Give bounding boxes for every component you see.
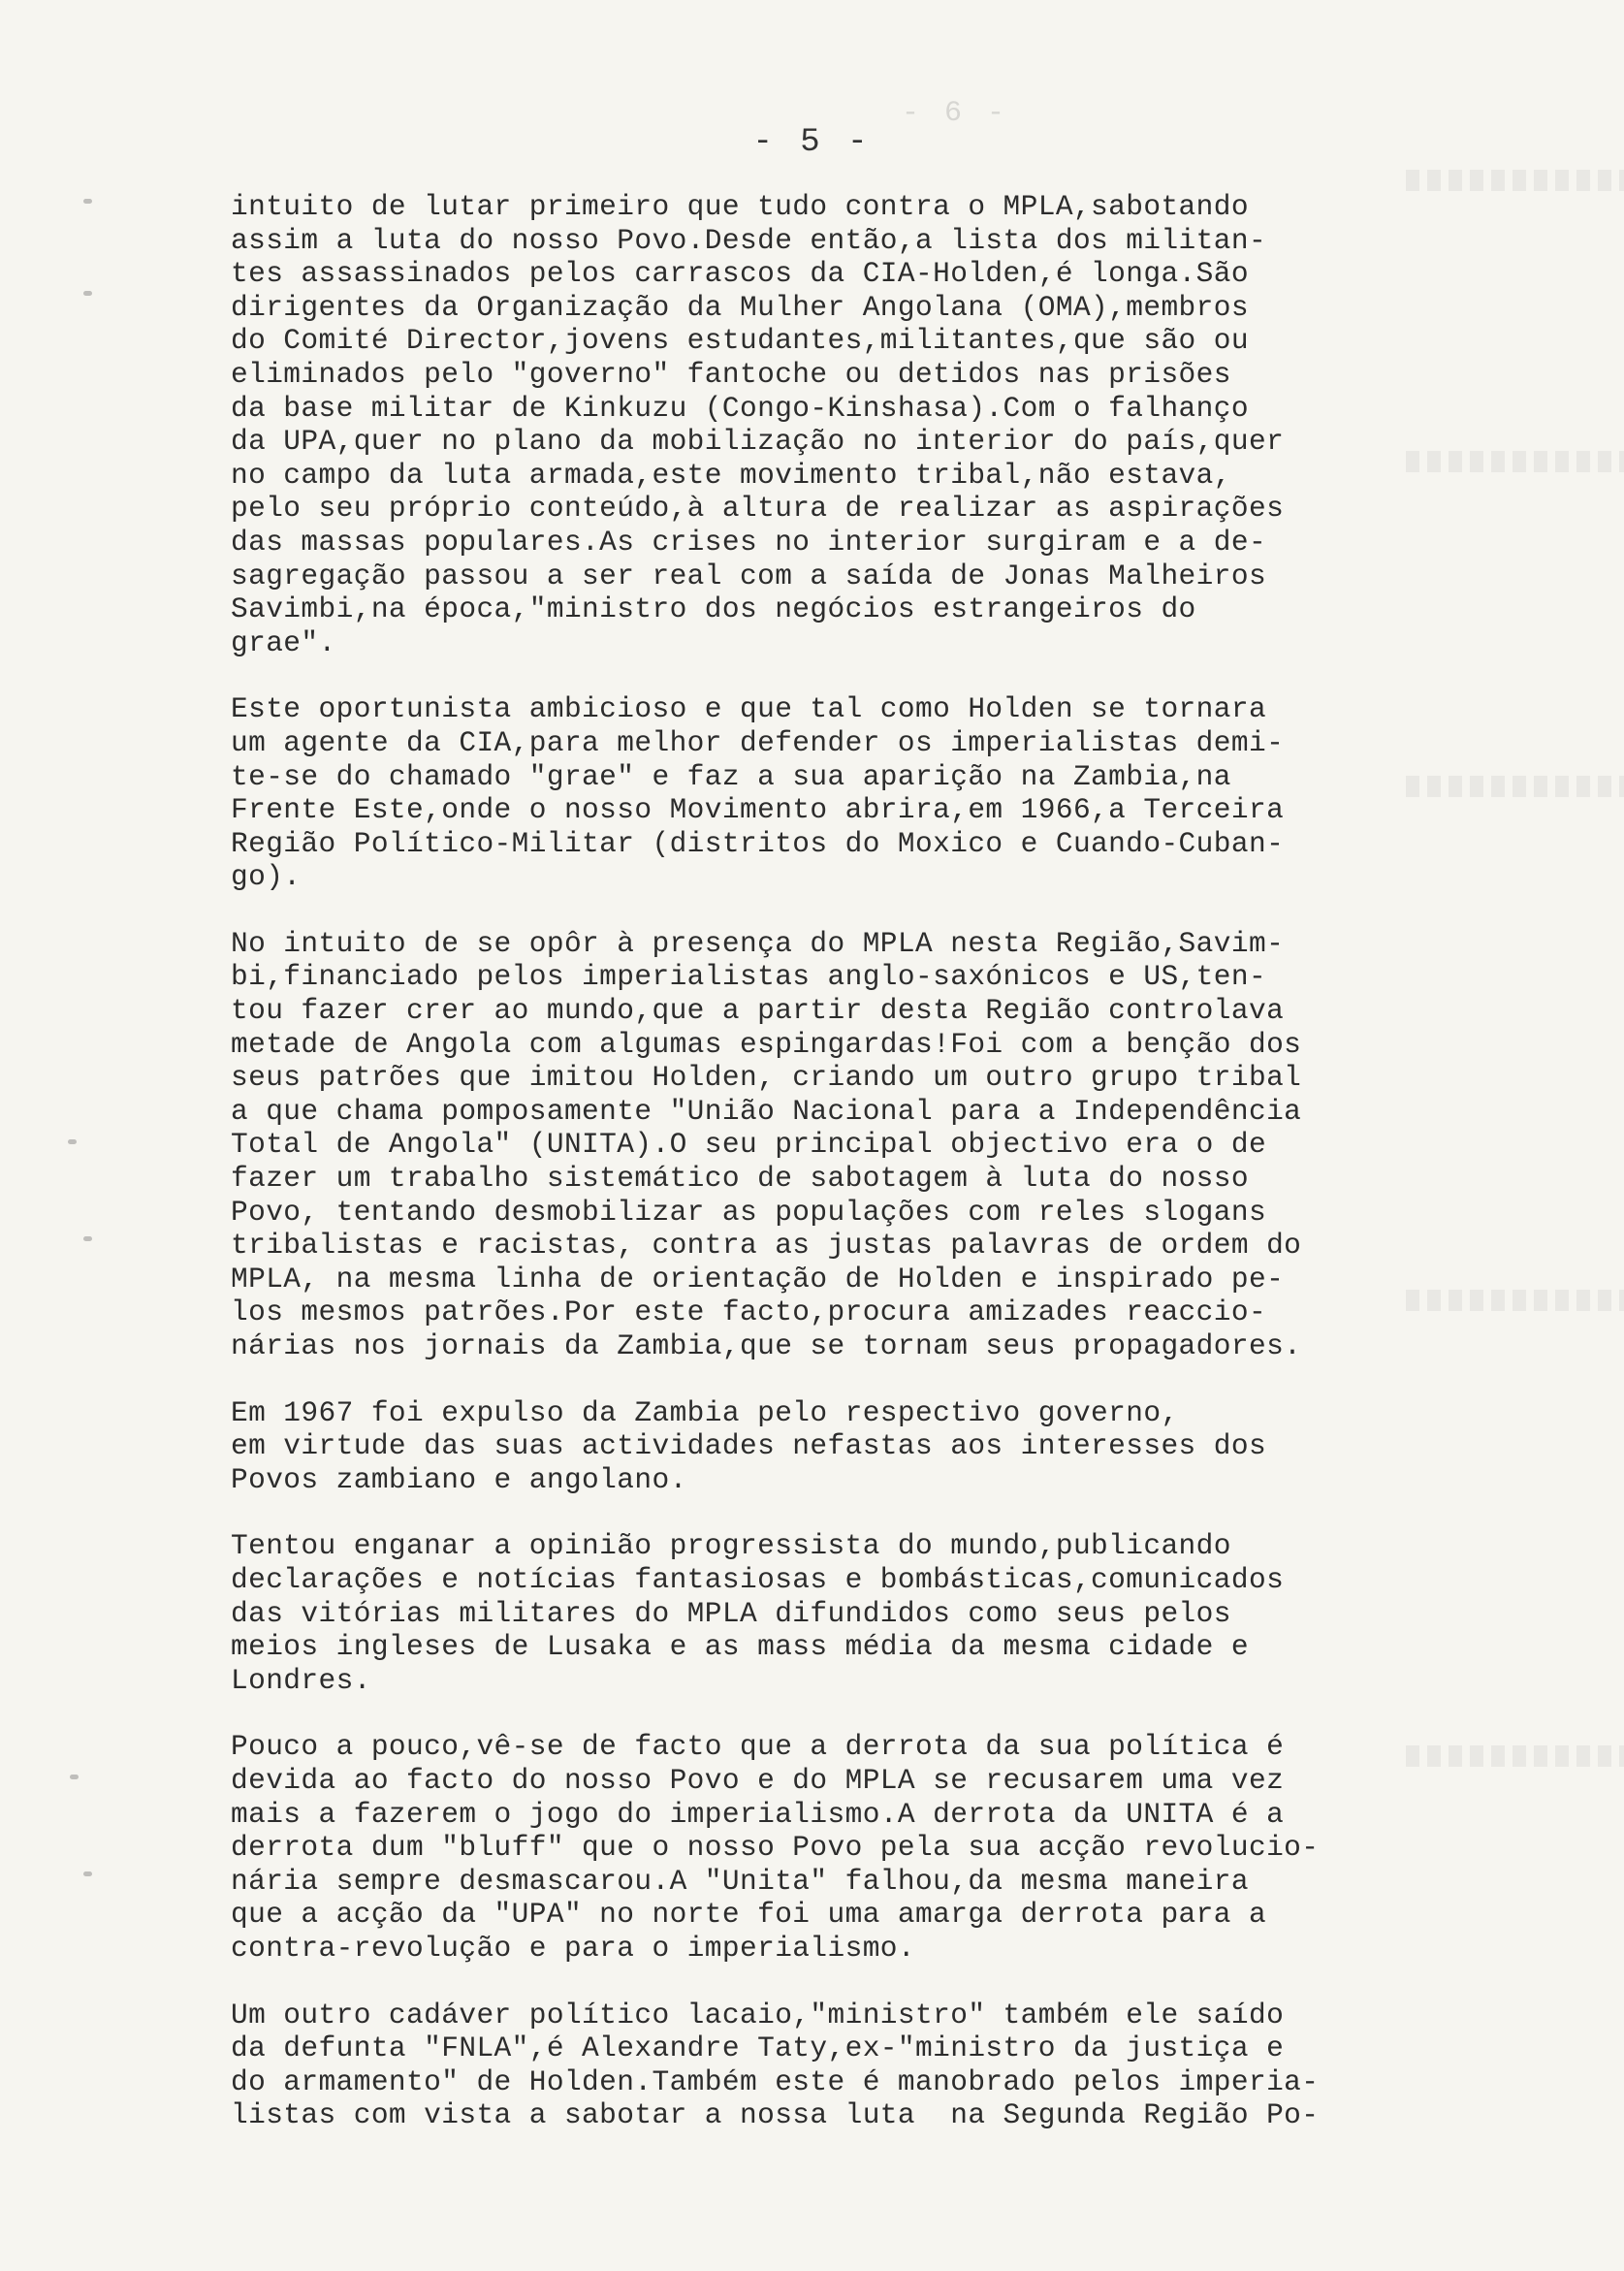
text-line: da defunta "FNLA",é Alexandre Taty,ex-"ministro da justiça e bbox=[231, 2031, 1285, 2065]
page-number: - 5 - bbox=[752, 124, 872, 161]
text-line: das vitórias militares do MPLA difundidos como seus pelos bbox=[231, 1596, 1231, 1630]
text-line: te-se do chamado "grae" e faz a sua aparição na Zambia,na bbox=[231, 759, 1231, 793]
text-line: declarações e notícias fantasiosas e bombásticas,comunicados bbox=[231, 1562, 1285, 1596]
text-line: go). bbox=[231, 860, 302, 894]
text-line: um agente da CIA,para melhor defender os imperialistas demi- bbox=[231, 725, 1285, 759]
text-line: devida ao facto do nosso Povo e do MPLA se recusarem uma vez bbox=[231, 1763, 1285, 1797]
text-line: das massas populares.As crises no interior surgiram e a de- bbox=[231, 525, 1267, 559]
text-line: intuito de lutar primeiro que tudo contra o MPLA,sabotando bbox=[231, 190, 1249, 223]
text-line: bi,financiado pelos imperialistas anglo-saxónicos e US,ten- bbox=[231, 960, 1267, 994]
punch-mark bbox=[83, 1236, 92, 1241]
text-line: los mesmos patrões.Por este facto,procura amizades reaccio- bbox=[231, 1295, 1267, 1329]
text-line: mais a fazerem o jogo do imperialismo.A derrota da UNITA é a bbox=[231, 1797, 1285, 1831]
text-line: grae". bbox=[231, 625, 336, 659]
text-line: Londres. bbox=[231, 1663, 371, 1697]
text-line: Tentou enganar a opinião progressista do mundo,publicando bbox=[231, 1529, 1231, 1563]
text-line: nária sempre desmascarou.A "Unita" falhou,da mesma maneira bbox=[231, 1864, 1249, 1898]
text-line: do Comité Director,jovens estudantes,militantes,que são ou bbox=[231, 324, 1249, 358]
text-line: Savimbi,na época,"ministro dos negócios estrangeiros do bbox=[231, 592, 1196, 626]
text-line: da UPA,quer no plano da mobilização no interior do país,quer bbox=[231, 425, 1285, 459]
body-text bbox=[231, 190, 1481, 2165]
text-line: Povos zambiano e angolano. bbox=[231, 1462, 687, 1496]
text-line: Em 1967 foi expulso da Zambia pelo respectivo governo, bbox=[231, 1395, 1179, 1429]
paragraph-2 bbox=[231, 692, 1481, 894]
text-line: nárias nos jornais da Zambia,que se tornam seus propagadores. bbox=[231, 1329, 1302, 1362]
text-line: Povo, tentando desmobilizar as populações com reles slogans bbox=[231, 1195, 1267, 1229]
text-line: a que chama pomposamente "União Nacional para a Independência bbox=[231, 1094, 1302, 1128]
paragraph-4 bbox=[231, 1396, 1481, 1497]
punch-mark bbox=[70, 1775, 79, 1779]
punch-mark bbox=[83, 291, 92, 296]
punch-mark bbox=[83, 1871, 92, 1876]
punch-mark bbox=[68, 1139, 77, 1144]
text-line: contra-revolução e para o imperialismo. bbox=[231, 1931, 916, 1965]
text-line: tes assassinados pelos carrascos da CIA-Holden,é longa.São bbox=[231, 257, 1249, 291]
paragraph-5 bbox=[231, 1529, 1481, 1697]
paragraph-1 bbox=[231, 190, 1481, 659]
reverse-bleed bbox=[1406, 170, 1624, 191]
text-line: sagregação passou a ser real com a saída de Jonas Malheiros bbox=[231, 559, 1267, 592]
text-line: dirigentes da Organização da Mulher Angolana (OMA),membros bbox=[231, 290, 1249, 324]
punch-mark bbox=[83, 199, 92, 204]
text-line: da base militar de Kinkuzu (Congo-Kinshasa).Com o falhanço bbox=[231, 391, 1249, 425]
paragraph-3 bbox=[231, 927, 1481, 1363]
paragraph-6 bbox=[231, 1730, 1481, 1965]
text-line: Um outro cadáver político lacaio,"ministro" também ele saído bbox=[231, 1998, 1285, 2031]
text-line: eliminados pelo "governo" fantoche ou detidos nas prisões bbox=[231, 357, 1231, 391]
text-line: pelo seu próprio conteúdo,à altura de realizar as aspirações bbox=[231, 492, 1285, 526]
text-line: MPLA, na mesma linha de orientação de Holden e inspirado pe- bbox=[231, 1262, 1285, 1295]
text-line: listas com vista a sabotar a nossa luta na Segunda Região Po- bbox=[231, 2098, 1320, 2132]
text-line: Região Político-Militar (distritos do Moxico e Cuando-Cuban- bbox=[231, 826, 1285, 860]
text-line: Este oportunista ambicioso e que tal como Holden se tornara bbox=[231, 692, 1267, 726]
text-line: em virtude das suas actividades nefastas aos interesses dos bbox=[231, 1429, 1267, 1463]
text-line: assim a luta do nosso Povo.Desde então,a lista dos militan- bbox=[231, 223, 1267, 257]
text-line: tou fazer crer ao mundo,que a partir desta Região controlava bbox=[231, 994, 1285, 1028]
text-line: No intuito de se opôr à presença do MPLA nesta Região,Savim- bbox=[231, 926, 1285, 960]
text-line: Total de Angola" (UNITA).O seu principal objectivo era o de bbox=[231, 1128, 1267, 1162]
paragraph-7 bbox=[231, 1999, 1481, 2132]
text-line: Pouco a pouco,vê-se de facto que a derrota da sua política é bbox=[231, 1730, 1285, 1764]
text-line: seus patrões que imitou Holden, criando um outro grupo tribal bbox=[231, 1061, 1302, 1095]
text-line: no campo da luta armada,este movimento tribal,não estava, bbox=[231, 458, 1231, 492]
text-line: tribalistas e racistas, contra as justas palavras de ordem do bbox=[231, 1229, 1302, 1263]
bleed-through-page-number: - 6 - bbox=[902, 97, 1009, 130]
text-line: meios ingleses de Lusaka e as mass média da mesma cidade e bbox=[231, 1630, 1249, 1664]
text-line: do armamento" de Holden.Também este é manobrado pelos imperia- bbox=[231, 2064, 1320, 2098]
text-line: metade de Angola com algumas espingardas!Foi com a benção dos bbox=[231, 1027, 1302, 1061]
text-line: fazer um trabalho sistemático de sabotagem à luta do nosso bbox=[231, 1162, 1249, 1196]
text-line: derrota dum "bluff" que o nosso Povo pela sua acção revolucio- bbox=[231, 1831, 1320, 1865]
text-line: que a acção da "UPA" no norte foi uma amarga derrota para a bbox=[231, 1898, 1267, 1932]
text-line: Frente Este,onde o nosso Movimento abrira,em 1966,a Terceira bbox=[231, 793, 1285, 827]
